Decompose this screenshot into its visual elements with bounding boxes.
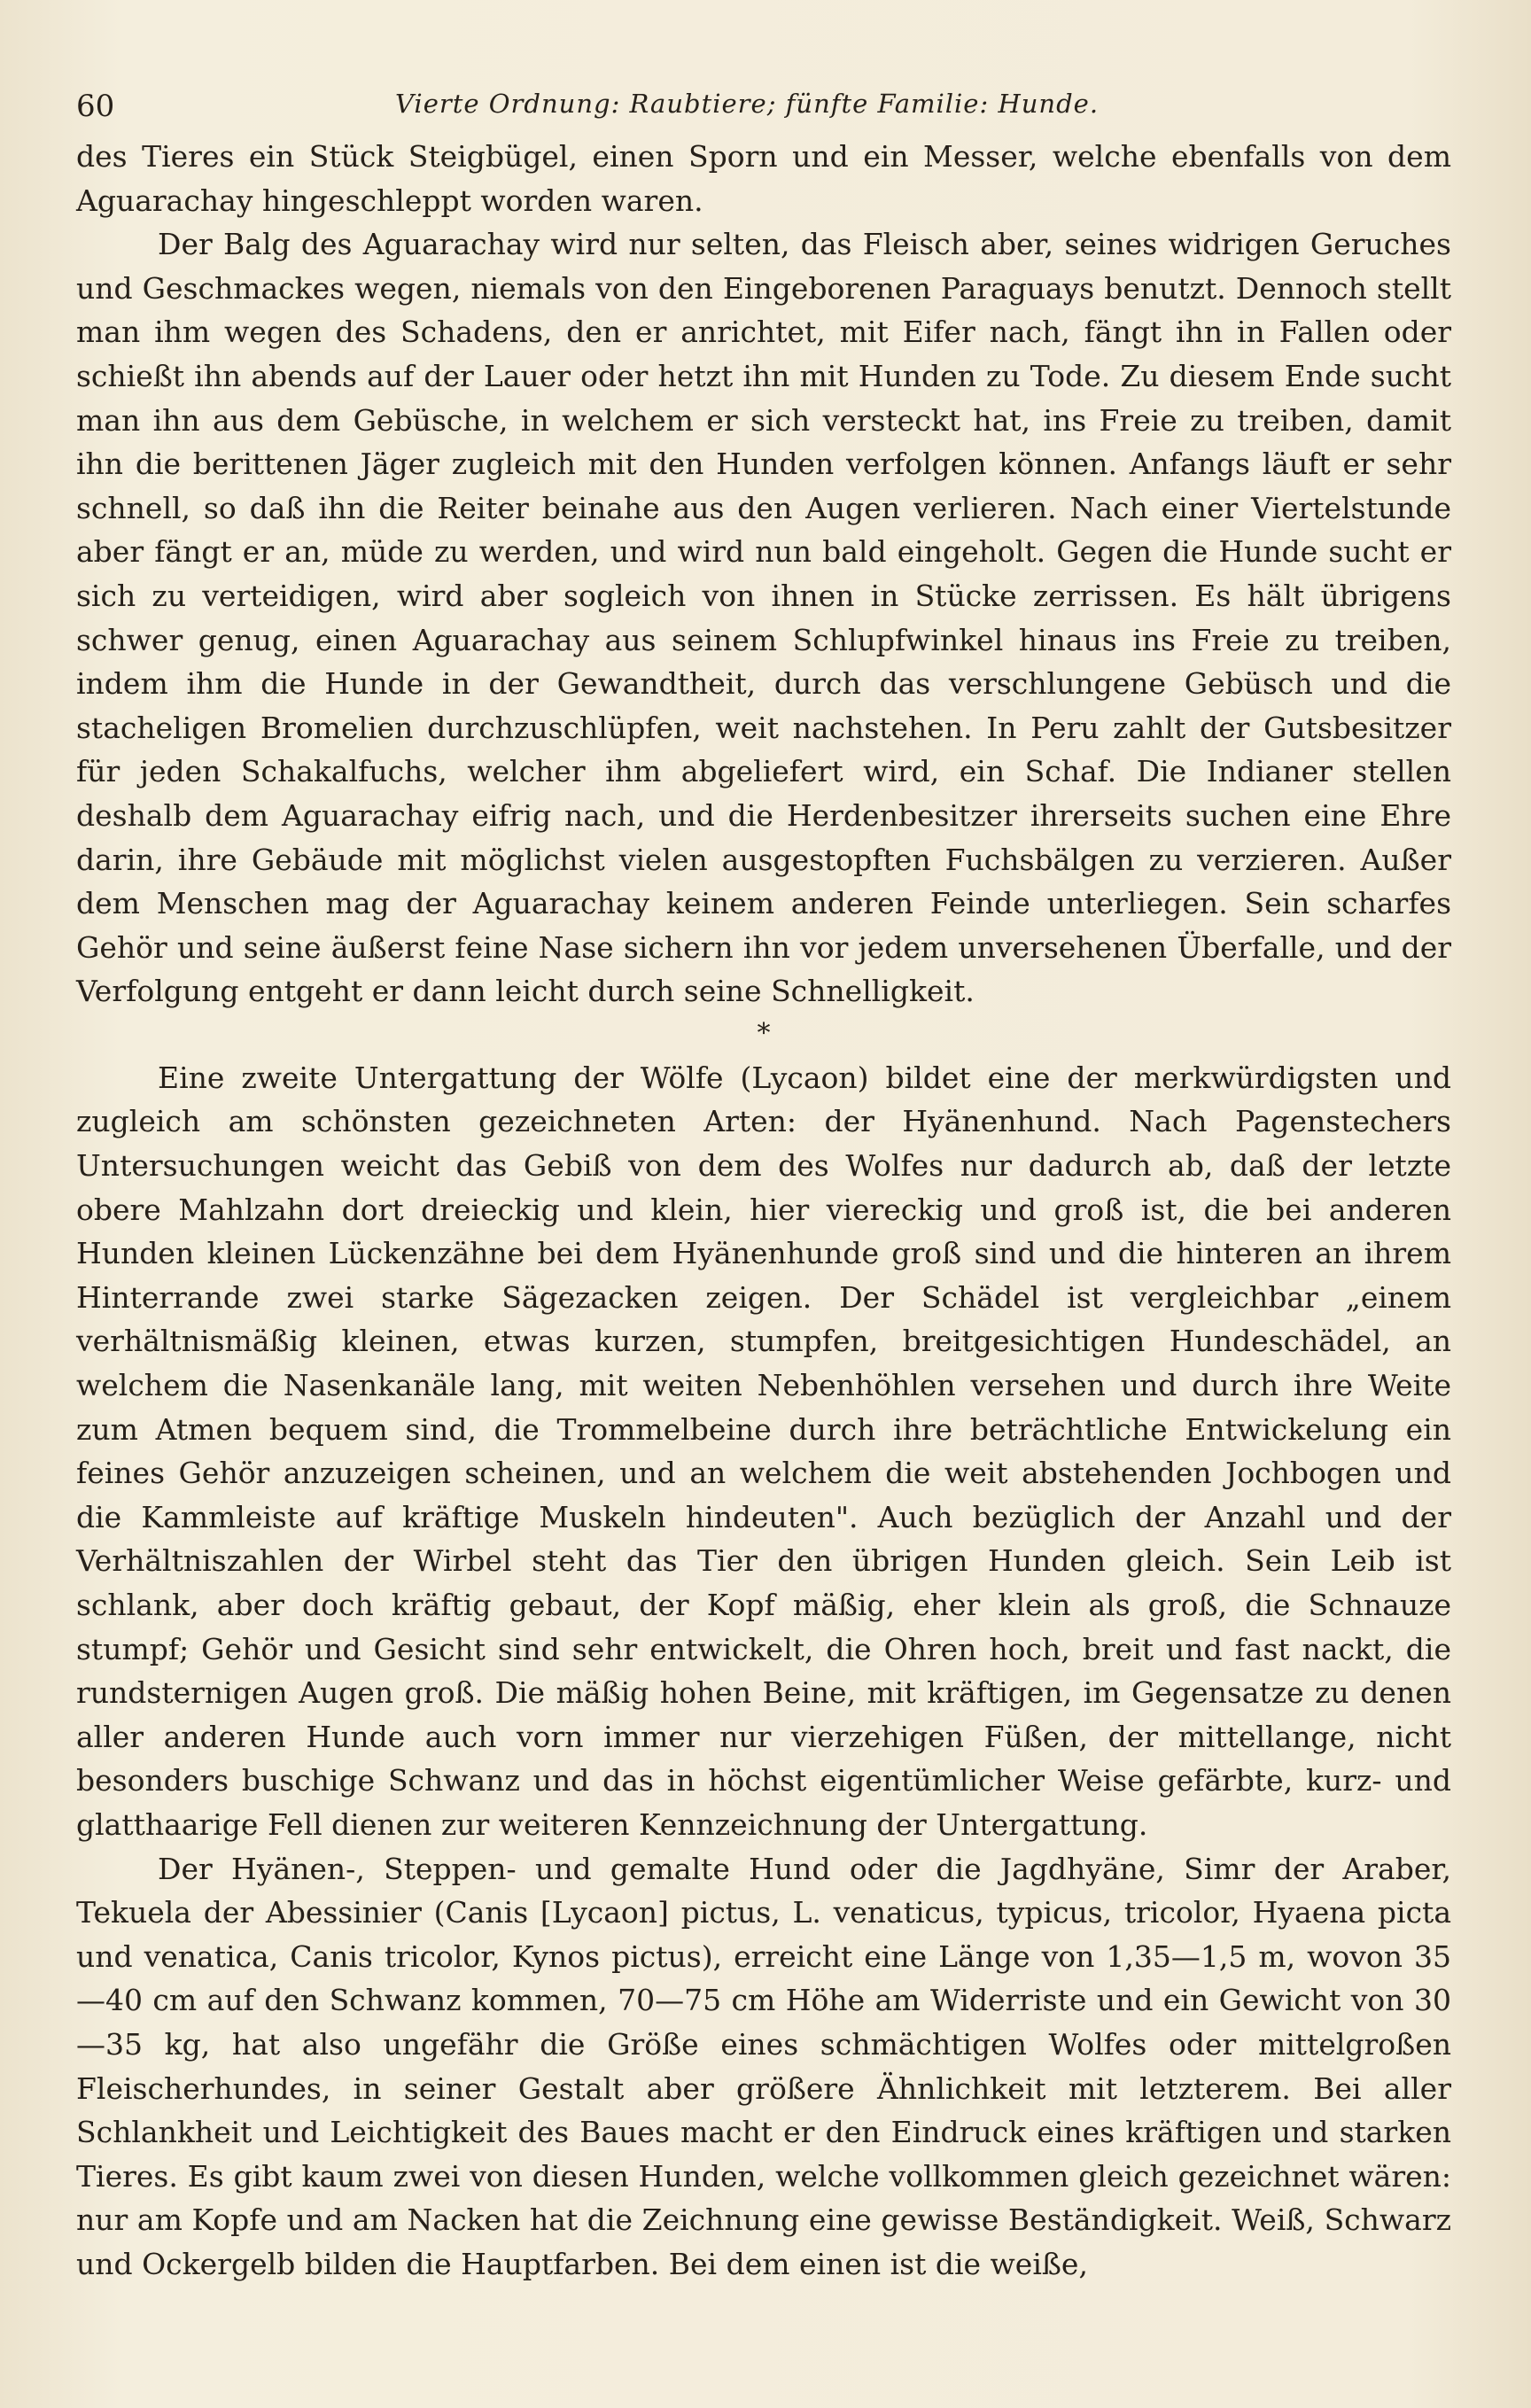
paragraph-hyaenenhund: Der Hyänen-, Steppen- und gemalte Hund oder die Jagdhyäne, Simr der Araber, Tekuela der Abessinier (Canis [Lycaon] pictus, L. venaticus, typicus, tricolor, Hyaena picta und venatica, Canis tricolor, Kynos pictus), erreicht eine Länge von 1,35—1,5 m, wovon 35—40 cm auf den Schwanz kommen, 70—75 cm Höhe am Widerriste und ein Gewicht von 30—35 kg, hat also ungefähr die Größe eines schmächtigen Wolfes oder mittelgroßen Fleischerhundes, in seiner Gestalt aber größere Ähnlichkeit mit letzterem. Bei aller Schlankheit und Leichtigkeit des Baues macht er den Eindruck eines kräftigen und starken Tieres. Es gibt kaum zwei von diesen Hunden, welche vollkommen gleich gezeichnet wären: nur am Kopfe und am Nacken hat die Zeichnung eine gewisse Beständigkeit. Weiß, Schwarz und Ockergelb bilden die Hauptfarben. Bei dem einen ist die weiße,	[76, 1851, 1451, 2281]
page-number: 60	[76, 89, 115, 124]
paragraph-lycaon-description: Eine zweite Untergattung der Wölfe (Lycaon) bildet eine der merkwürdigsten und zugleich am schönsten gezeichneten Arten: der Hyänenhund. Nach Pagenstechers Untersuchungen weicht das Gebiß von dem des Wolfes nur dadurch ab, daß der letzte obere Mahlzahn dort dreieckig und klein, hier viereckig und groß ist, die bei anderen Hunden kleinen Lückenzähne bei dem Hyänenhunde groß sind und die hinteren an ihrem Hinterrande zwei starke Sägezacken zeigen. Der Schädel ist vergleichbar „einem verhältnismäßig kleinen, etwas kurzen, stumpfen, breitgesichtigen Hundeschädel, an welchem die Nasenkanäle lang, mit weiten Nebenhöhlen versehen und durch ihre Weite zum Atmen bequem sind, die Trommelbeine durch ihre beträchtliche Entwickelung ein feines Gehör anzuzeigen scheinen, und an welchem die weit abstehenden Jochbogen und die Kammleiste auf kräftige Muskeln hindeuten". Auch bezüglich der Anzahl und der Verhältniszahlen der Wirbel steht das Tier den übrigen Hunden gleich. Sein Leib ist schlank, aber doch kräftig gebaut, der Kopf mäßig, eher klein als groß, die Schnauze stumpf; Gehör und Gesicht sind sehr entwickelt, die Ohren hoch, breit und fast nackt, die rundsternigen Augen groß. Die mäßig hohen Beine, mit kräftigen, im Gegensatze zu denen aller anderen Hunde auch vorn immer nur vierzehigen Füßen, der mittellange, nicht besonders buschige Schwanz und das in höchst eigentümlicher Weise gefärbte, kurz- und glatthaarige Fell dienen zur weiteren Kennzeichnung der Untergattung.	[76, 1060, 1451, 1842]
body-text	[76, 135, 1451, 2287]
paragraph-continuation: des Tieres ein Stück Steigbügel, einen Sporn und ein Messer, welche ebenfalls von dem Aguarachay hingeschleppt worden waren.	[76, 139, 1451, 218]
running-head: Vierte Ordnung: Raubtiere; fünfte Familie: Hunde.	[395, 89, 1100, 119]
page-header	[76, 85, 1458, 129]
paragraph-aguarachay-hunting: Der Balg des Aguarachay wird nur selten, das Fleisch aber, seines widrigen Geruches und Geschmackes wegen, niemals von den Eingeborenen Paraguays benutzt. Dennoch stellt man ihm wegen des Schadens, den er anrichtet, mit Eifer nach, fängt ihn in Fallen oder schießt ihn abends auf der Lauer oder hetzt ihn mit Hunden zu Tode. Zu diesem Ende sucht man ihn aus dem Gebüsche, in welchem er sich versteckt hat, ins Freie zu treiben, damit ihn die berittenen Jäger zugleich mit den Hunden verfolgen können. Anfangs läuft er sehr schnell, so daß ihn die Reiter beinahe aus den Augen verlieren. Nach einer Viertelstunde aber fängt er an, müde zu werden, und wird nun bald eingeholt. Gegen die Hunde sucht er sich zu verteidigen, wird aber sogleich von ihnen in Stücke zerrissen. Es hält übrigens schwer genug, einen Aguarachay aus seinem Schlupfwinkel hinaus ins Freie zu treiben, indem ihm die Hunde in der Gewandtheit, durch das verschlungene Gebüsch und die stacheligen Bromelien durchzuschlüpfen, weit nachstehen. In Peru zahlt der Gutsbesitzer für jeden Schakalfuchs, welcher ihm abgeliefert wird, ein Schaf. Die Indianer stellen deshalb dem Aguarachay eifrig nach, und die Herdenbesitzer ihrerseits suchen eine Ehre darin, ihre Gebäude mit möglichst vielen ausgestopften Fuchsbälgen zu verzieren. Außer dem Menschen mag der Aguarachay keinem anderen Feinde unterliegen. Sein scharfes Gehör und seine äußerst feine Nase sichern ihn vor jedem unversehenen Überfalle, und der Verfolgung entgeht er dann leicht durch seine Schnelligkeit.	[76, 227, 1451, 1009]
section-separator: *	[757, 1017, 771, 1049]
